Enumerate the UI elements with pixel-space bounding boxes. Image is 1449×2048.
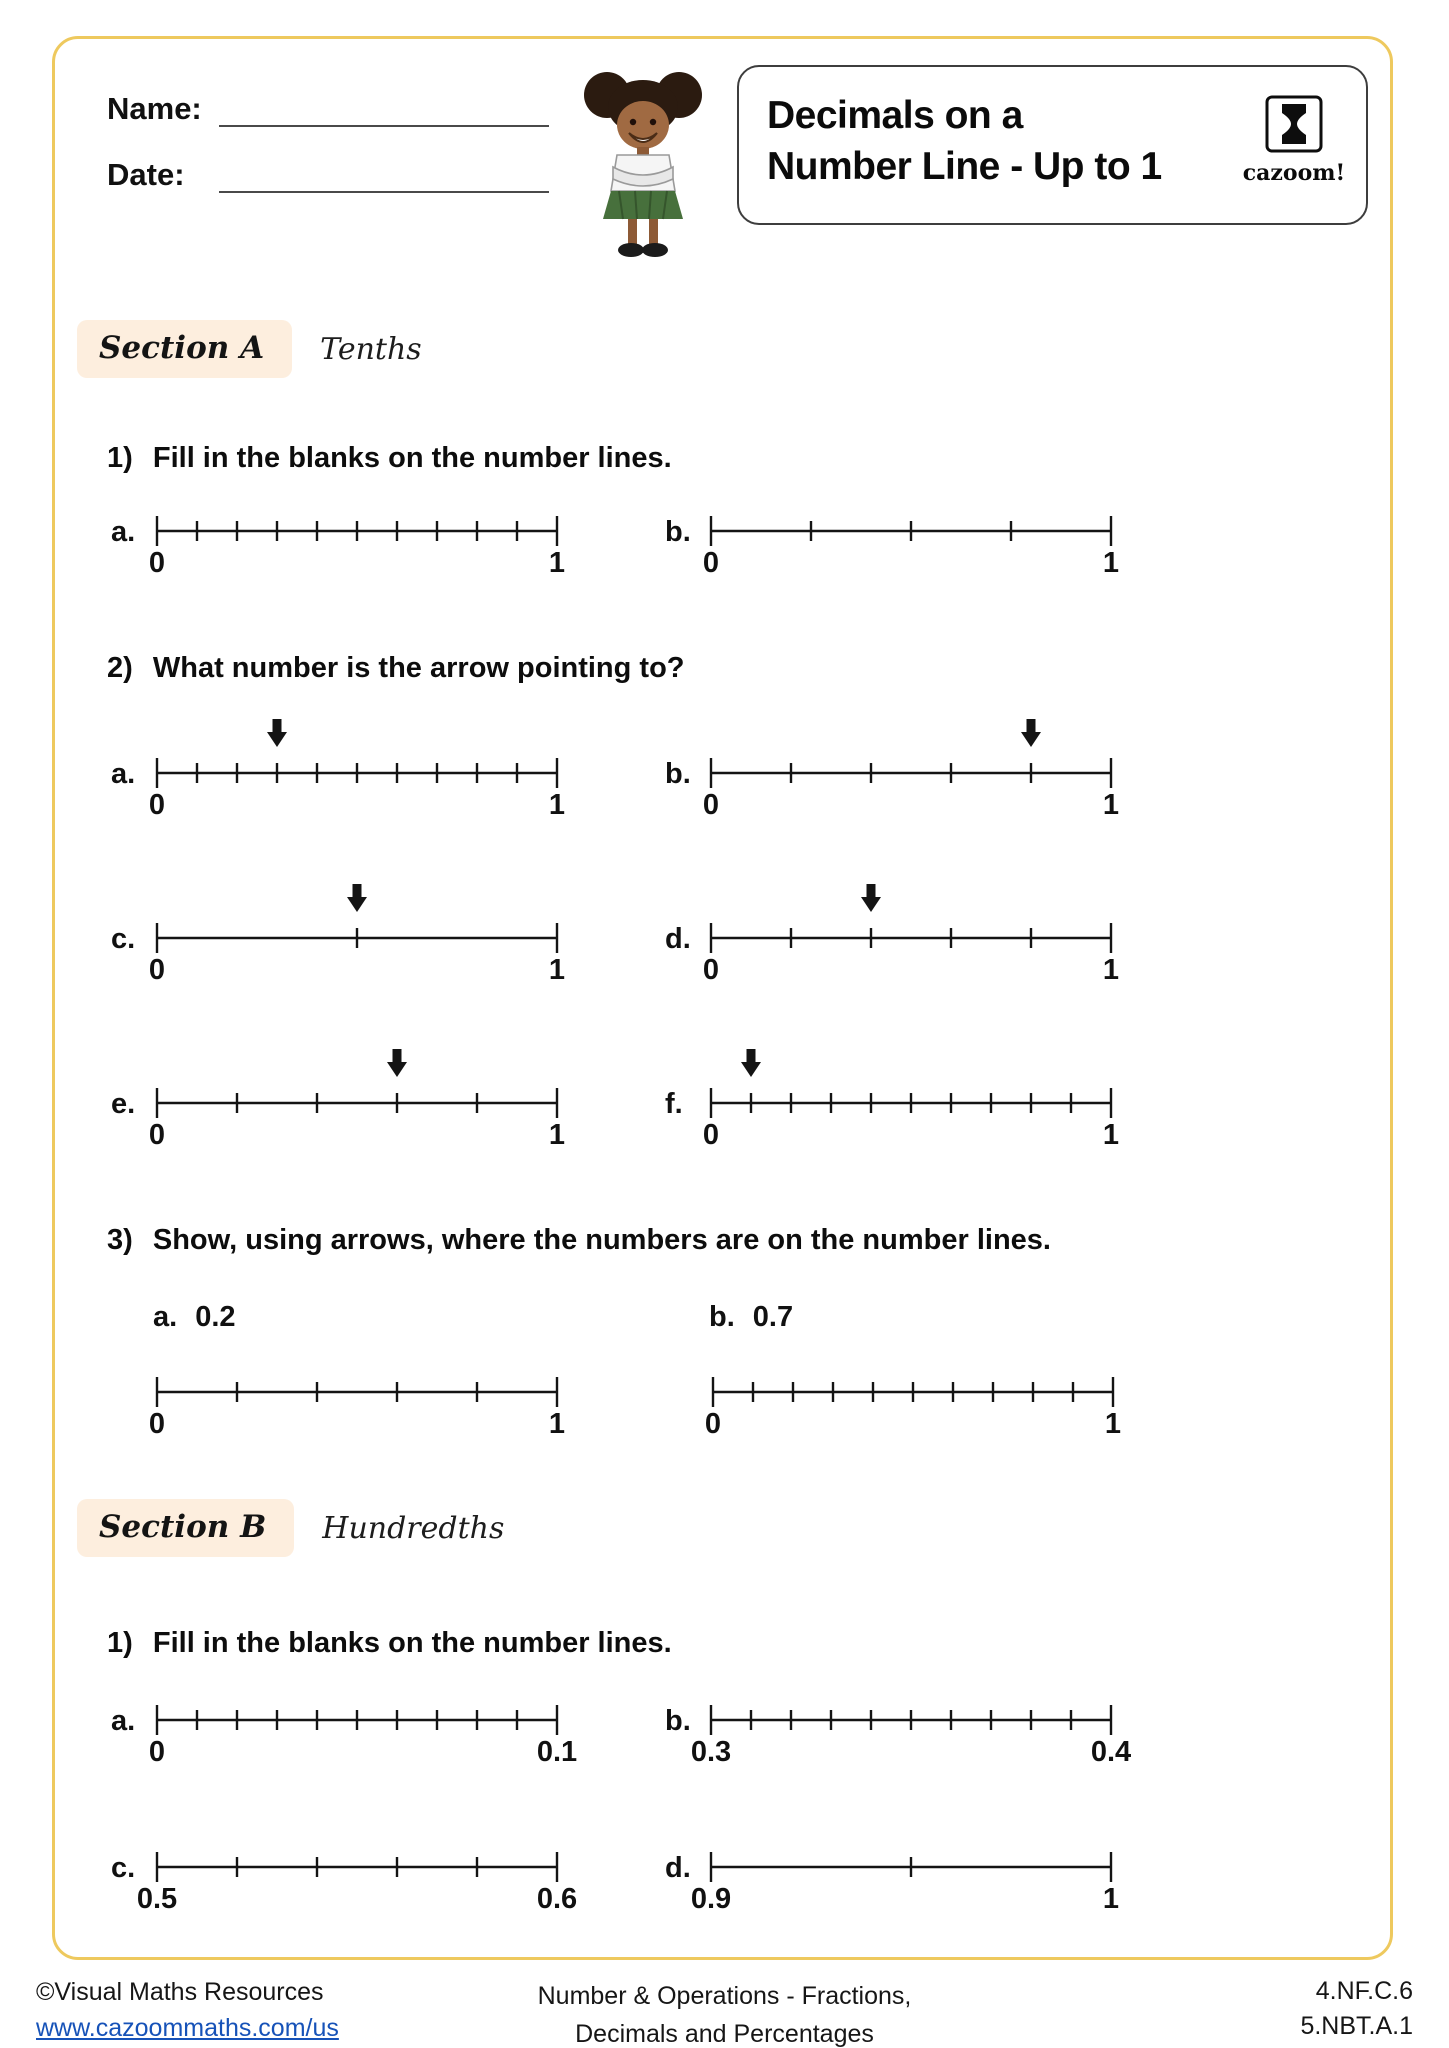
question-b1-number: 1) — [107, 1627, 133, 1659]
question-a3 — [77, 1224, 1368, 1257]
line-end-label: 1 — [1102, 789, 1120, 819]
line-letter: c. — [111, 923, 136, 955]
number-line-b1d — [651, 1841, 1151, 1918]
number-line-a2b — [651, 707, 1151, 824]
question-a3-number: 3) — [107, 1224, 133, 1256]
number-line-svg — [699, 1366, 1199, 1438]
section-b-badge: Section B — [77, 1499, 294, 1557]
footer-link[interactable]: www.cazoommaths.com/us — [36, 2014, 339, 2043]
title-line-1: Decimals on a — [767, 94, 1023, 137]
arrow-marker — [267, 719, 287, 747]
q3-line-row — [77, 1301, 1368, 1443]
cazoom-logo — [1240, 95, 1348, 205]
section-b-topic: Hundredths — [322, 1510, 505, 1546]
q2-line-row-1 — [77, 707, 1368, 824]
line-start-label: 0.5 — [136, 1883, 178, 1913]
line-start-label: 0 — [148, 789, 166, 819]
footer-category-line-1: Number & Operations - Fractions, — [537, 1982, 912, 2010]
name-label: Name: — [107, 91, 202, 126]
line-start-label: 0 — [702, 789, 720, 819]
line-letter: b. — [665, 758, 691, 790]
copyright-text: ©Visual Maths Resources — [36, 1978, 324, 2006]
number-line-svg — [97, 1841, 597, 1913]
number-line-b1c — [97, 1841, 597, 1918]
number-line-a2e — [97, 1037, 597, 1154]
footer — [36, 1974, 1413, 2048]
line-end-label: 1 — [548, 1408, 566, 1438]
name-write-line[interactable] — [219, 93, 549, 127]
line-letter: a. — [111, 758, 136, 790]
number-line-svg — [97, 707, 597, 819]
line-end-label: 1 — [1102, 547, 1120, 577]
mascot-girl-illustration — [577, 67, 709, 264]
line-end-label: 1 — [548, 954, 566, 984]
number-line-svg — [97, 1037, 597, 1149]
section-a-header — [77, 320, 1368, 378]
question-a2 — [77, 652, 1368, 685]
line-start-label: 0.3 — [690, 1736, 732, 1766]
line-end-label: 0.1 — [536, 1736, 578, 1766]
arrow-marker — [387, 1049, 407, 1077]
line-letter: f. — [665, 1088, 683, 1120]
number-line-svg — [651, 707, 1151, 819]
name-date-block — [107, 91, 575, 223]
question-a1-number: 1) — [107, 442, 133, 474]
q3-item-a — [143, 1301, 643, 1443]
number-line-a2c — [97, 872, 597, 989]
line-letter: d. — [665, 923, 691, 955]
line-start-label: 0 — [148, 954, 166, 984]
arrow-marker — [861, 884, 881, 912]
number-line-a1a — [97, 505, 597, 582]
line-letter: e. — [111, 1088, 136, 1120]
number-line-svg — [97, 505, 597, 577]
number-line-svg — [651, 872, 1151, 984]
line-start-label: 0 — [702, 954, 720, 984]
section-a-topic: Tenths — [320, 331, 422, 367]
question-a3-text: Show, using arrows, where the numbers are on the number lines. — [152, 1224, 1051, 1256]
line-letter: c. — [111, 1852, 136, 1884]
section-b-header — [77, 1499, 1368, 1557]
number-line-svg — [97, 872, 597, 984]
number-line-svg — [651, 505, 1151, 577]
number-line-svg — [143, 1366, 643, 1438]
q1-line-row — [77, 505, 1368, 582]
line-start-label: 0 — [704, 1408, 722, 1438]
b-q1-line-row-1 — [77, 1694, 1368, 1771]
arrow-marker — [347, 884, 367, 912]
q3-item-b — [699, 1301, 1199, 1443]
line-end-label: 1 — [1104, 1408, 1122, 1438]
line-start-label: 0 — [148, 1408, 166, 1438]
line-letter: b. — [665, 1705, 691, 1737]
arrow-marker — [741, 1049, 761, 1077]
line-end-label: 1 — [548, 1119, 566, 1149]
line-start-label: 0 — [148, 547, 166, 577]
title-box — [737, 65, 1368, 225]
number-line-svg — [97, 1694, 597, 1766]
question-a2-number: 2) — [107, 652, 133, 684]
number-line-a3b — [699, 1366, 1199, 1443]
q3-item-b-number: 0.7 — [752, 1301, 794, 1333]
line-end-label: 0.4 — [1090, 1736, 1132, 1766]
question-b1-text: Fill in the blanks on the number lines. — [152, 1627, 672, 1659]
worksheet-title — [767, 91, 1240, 205]
line-letter: a. — [111, 516, 136, 548]
number-line-a1b — [651, 505, 1151, 582]
footer-left — [36, 1974, 538, 2048]
number-line-svg — [651, 1841, 1151, 1913]
section-a-badge: Section A — [77, 320, 292, 378]
title-line-2: Number Line - Up to 1 — [767, 144, 1162, 188]
question-a1-text: Fill in the blanks on the number lines. — [152, 442, 672, 474]
number-line-a2a — [97, 707, 597, 824]
number-line-b1a — [97, 1694, 597, 1771]
q2-line-row-2 — [77, 872, 1368, 989]
q3-value-b — [709, 1301, 1199, 1334]
line-letter: b. — [665, 516, 691, 548]
number-line-a2f — [651, 1037, 1151, 1154]
date-field-row — [107, 157, 575, 193]
number-line-b1b — [651, 1694, 1151, 1771]
number-line-a3a — [143, 1366, 643, 1443]
q3-value-a — [153, 1301, 643, 1334]
standard-code-1: 4.NF.C.6 — [1315, 1977, 1413, 2005]
number-line-svg — [651, 1037, 1151, 1149]
cazoom-logo-icon — [1265, 95, 1323, 158]
date-write-line[interactable] — [219, 159, 549, 193]
date-label: Date: — [107, 157, 185, 192]
question-b1 — [77, 1627, 1368, 1660]
footer-category-line-2: Decimals and Percentages — [575, 2019, 874, 2048]
line-end-label: 1 — [1102, 1119, 1120, 1149]
q3-item-a-label: a. — [153, 1301, 178, 1333]
footer-center — [538, 1974, 912, 2048]
line-end-label: 1 — [1102, 1883, 1120, 1913]
line-end-label: 0.6 — [536, 1883, 578, 1913]
question-a2-text: What number is the arrow pointing to? — [152, 652, 685, 684]
question-a1 — [77, 442, 1368, 475]
cazoom-logo-text: cazoom! — [1242, 160, 1346, 186]
q3-item-a-number: 0.2 — [195, 1301, 236, 1333]
header — [77, 65, 1368, 264]
number-line-svg — [651, 1694, 1151, 1766]
line-start-label: 0 — [148, 1736, 166, 1766]
line-end-label: 1 — [1102, 954, 1120, 984]
line-letter: d. — [665, 1852, 691, 1884]
line-end-label: 1 — [548, 789, 566, 819]
line-letter: a. — [111, 1705, 136, 1737]
worksheet-frame — [52, 36, 1393, 1960]
number-line-a2d — [651, 872, 1151, 989]
line-start-label: 0 — [702, 547, 720, 577]
b-q1-line-row-2 — [77, 1841, 1368, 1918]
standard-code-2: 5.NBT.A.1 — [1300, 2012, 1413, 2040]
arrow-marker — [1021, 719, 1041, 747]
line-start-label: 0.9 — [690, 1883, 732, 1913]
line-end-label: 1 — [548, 547, 566, 577]
q3-item-b-label: b. — [709, 1301, 735, 1333]
name-field-row — [107, 91, 575, 127]
q2-line-row-3 — [77, 1037, 1368, 1154]
footer-standards — [911, 1974, 1413, 2048]
line-start-label: 0 — [148, 1119, 166, 1149]
line-start-label: 0 — [702, 1119, 720, 1149]
